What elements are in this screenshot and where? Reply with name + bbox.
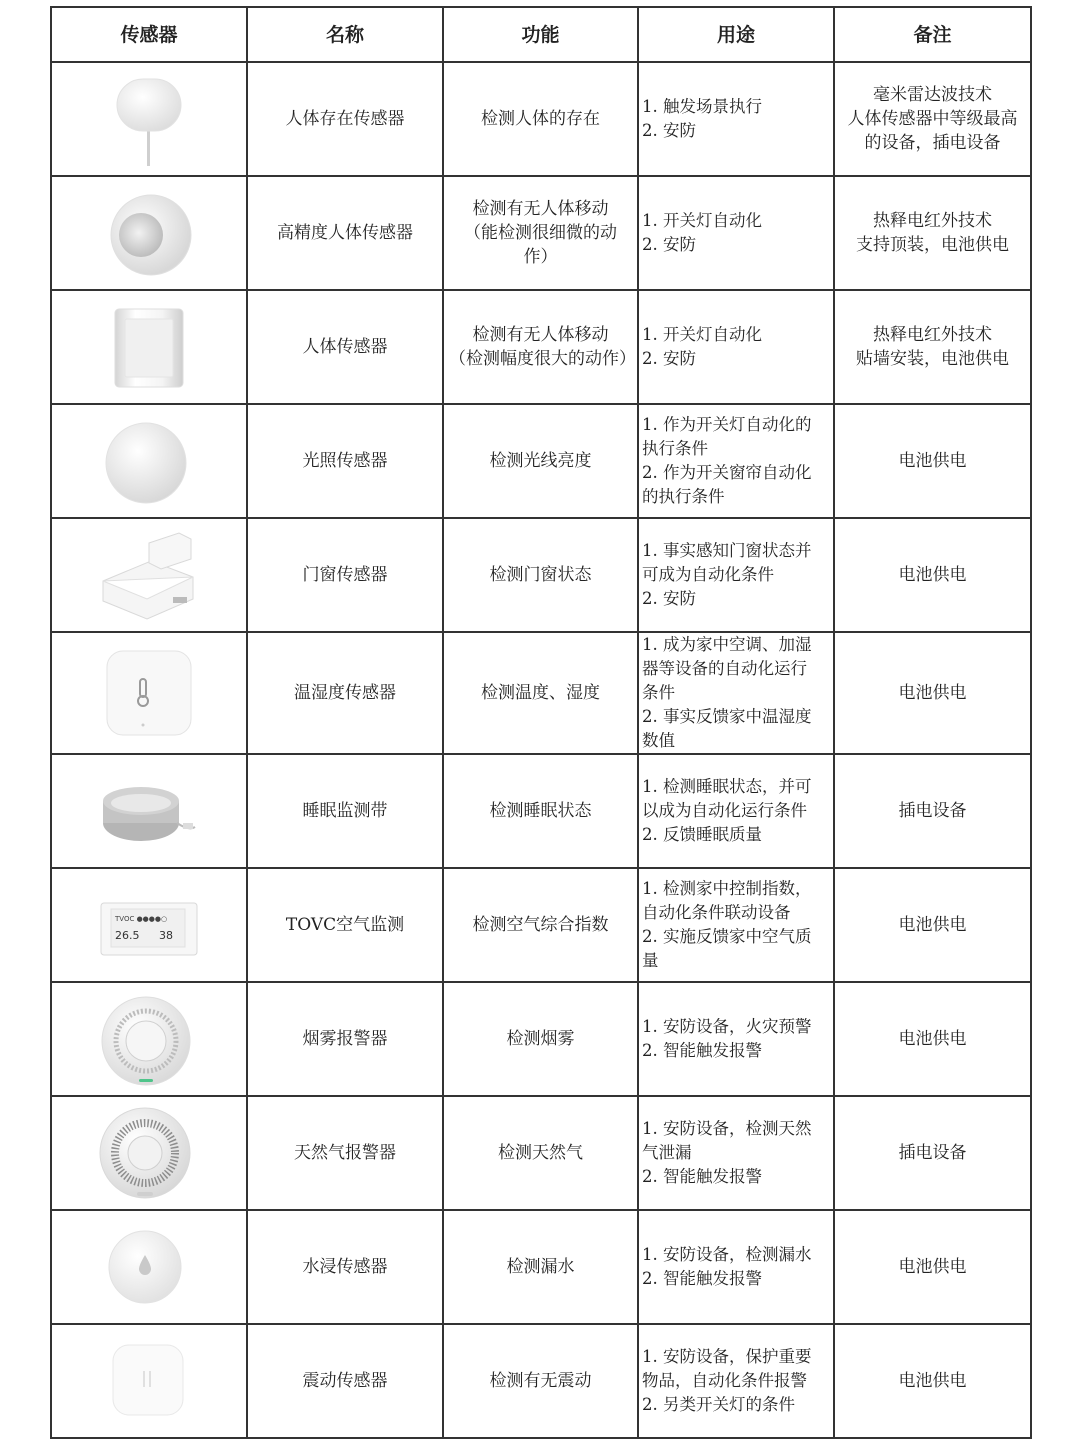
sensor-function: 检测烟雾 [443, 982, 638, 1096]
sensor-note: 电池供电 [834, 1324, 1031, 1438]
header-sensor: 传感器 [51, 7, 247, 62]
table-row [51, 62, 1031, 176]
sensor-table [50, 6, 1032, 1439]
table-row [51, 982, 1031, 1096]
sensor-usage: 1. 安防设备，检测天然 气泄漏 2. 智能触发报警 [638, 1096, 834, 1210]
sensor-usage: 1. 安防设备，保护重要 物品，自动化条件报警 2. 另类开关灯的条件 [638, 1324, 834, 1438]
motion-sensor-icon [99, 297, 199, 397]
sensor-name: 水浸传感器 [247, 1210, 443, 1324]
sensor-function: 检测有无人体移动 （检测幅度很大的动作） [443, 290, 638, 404]
sensor-note: 插电设备 [834, 754, 1031, 868]
table-row [51, 404, 1031, 518]
sensor-image-cell [51, 1096, 247, 1210]
sensor-name: 人体传感器 [247, 290, 443, 404]
sensor-note: 电池供电 [834, 1210, 1031, 1324]
sensor-name: 天然气报警器 [247, 1096, 443, 1210]
sensor-function: 检测空气综合指数 [443, 868, 638, 982]
sensor-name: 光照传感器 [247, 404, 443, 518]
sensor-image-cell [51, 518, 247, 632]
sensor-usage: 1. 安防设备，火灾预警 2. 智能触发报警 [638, 982, 834, 1096]
gas-alarm-icon [99, 1103, 199, 1203]
sensor-function: 检测有无人体移动 （能检测很细微的动 作） [443, 176, 638, 290]
sensor-function: 检测睡眠状态 [443, 754, 638, 868]
sensor-note: 热释电红外技术 贴墙安装，电池供电 [834, 290, 1031, 404]
sensor-note: 毫米雷达波技术 人体传感器中等级最高 的设备，插电设备 [834, 62, 1031, 176]
sensor-function: 检测有无震动 [443, 1324, 638, 1438]
air-monitor-icon [99, 875, 199, 975]
sensor-note: 插电设备 [834, 1096, 1031, 1210]
sensor-function: 检测温度、湿度 [443, 632, 638, 754]
sensor-image-cell [51, 982, 247, 1096]
sensor-usage: 1. 触发场景执行 2. 安防 [638, 62, 834, 176]
sleep-belt-icon [99, 761, 199, 861]
table-row [51, 290, 1031, 404]
presence-sensor-icon [99, 69, 199, 169]
sensor-image-cell [51, 176, 247, 290]
table-row [51, 754, 1031, 868]
sensor-function: 检测漏水 [443, 1210, 638, 1324]
sensor-note: 热释电红外技术 支持顶装，电池供电 [834, 176, 1031, 290]
header-row [51, 7, 1031, 62]
sensor-function: 检测门窗状态 [443, 518, 638, 632]
sensor-image-cell [51, 868, 247, 982]
sensor-name: 门窗传感器 [247, 518, 443, 632]
sensor-note: 电池供电 [834, 632, 1031, 754]
table-row [51, 632, 1031, 754]
sensor-image-cell [51, 754, 247, 868]
air-display-temp: 26.5 [115, 929, 140, 942]
table-row [51, 868, 1031, 982]
sensor-image-cell [51, 404, 247, 518]
table-row [51, 176, 1031, 290]
sensor-name: 睡眠监测带 [247, 754, 443, 868]
sensor-name: TOVC空气监测 [247, 868, 443, 982]
sensor-note: 电池供电 [834, 518, 1031, 632]
sensor-image-cell [51, 1210, 247, 1324]
smoke-alarm-icon [99, 989, 199, 1089]
sensor-name: 烟雾报警器 [247, 982, 443, 1096]
sensor-note: 电池供电 [834, 404, 1031, 518]
temp-humidity-sensor-icon [99, 643, 199, 743]
sensor-image-cell [51, 1324, 247, 1438]
light-sensor-icon [99, 411, 199, 511]
vibration-sensor-icon [99, 1331, 199, 1431]
sensor-usage: 1. 作为开关灯自动化的 执行条件 2. 作为开关窗帘自动化 的执行条件 [638, 404, 834, 518]
air-display-top: TVOC ●●●●○ [115, 915, 168, 923]
sensor-function: 检测光线亮度 [443, 404, 638, 518]
header-notes: 备注 [834, 7, 1031, 62]
header-name: 名称 [247, 7, 443, 62]
sensor-usage: 1. 成为家中空调、加湿 器等设备的自动化运行 条件 2. 事实反馈家中温湿度 数值 [638, 632, 834, 754]
sensor-name: 震动传感器 [247, 1324, 443, 1438]
sensor-usage: 1. 检测睡眠状态，并可 以成为自动化运行条件 2. 反馈睡眠质量 [638, 754, 834, 868]
sensor-name: 人体存在传感器 [247, 62, 443, 176]
sensor-function: 检测人体的存在 [443, 62, 638, 176]
sensor-note: 电池供电 [834, 868, 1031, 982]
sensor-usage: 1. 开关灯自动化 2. 安防 [638, 290, 834, 404]
sensor-usage: 1. 开关灯自动化 2. 安防 [638, 176, 834, 290]
table-row [51, 1096, 1031, 1210]
sensor-name: 高精度人体传感器 [247, 176, 443, 290]
sensor-note: 电池供电 [834, 982, 1031, 1096]
air-display-humidity: 38 [159, 929, 173, 942]
sensor-usage: 1. 事实感知门窗状态并 可成为自动化条件 2. 安防 [638, 518, 834, 632]
sensor-image-cell [51, 290, 247, 404]
table-row [51, 518, 1031, 632]
hp-motion-sensor-icon [99, 183, 199, 283]
door-sensor-icon [99, 525, 199, 625]
water-leak-sensor-icon [99, 1217, 199, 1317]
table-row [51, 1210, 1031, 1324]
sensor-image-cell [51, 632, 247, 754]
header-usage: 用途 [638, 7, 834, 62]
sensor-usage: 1. 安防设备，检测漏水 2. 智能触发报警 [638, 1210, 834, 1324]
sensor-image-cell [51, 62, 247, 176]
sensor-name: 温湿度传感器 [247, 632, 443, 754]
sensor-usage: 1. 检测家中控制指数， 自动化条件联动设备 2. 实施反馈家中空气质 量 [638, 868, 834, 982]
sensor-function: 检测天然气 [443, 1096, 638, 1210]
header-function: 功能 [443, 7, 638, 62]
table-row [51, 1324, 1031, 1438]
